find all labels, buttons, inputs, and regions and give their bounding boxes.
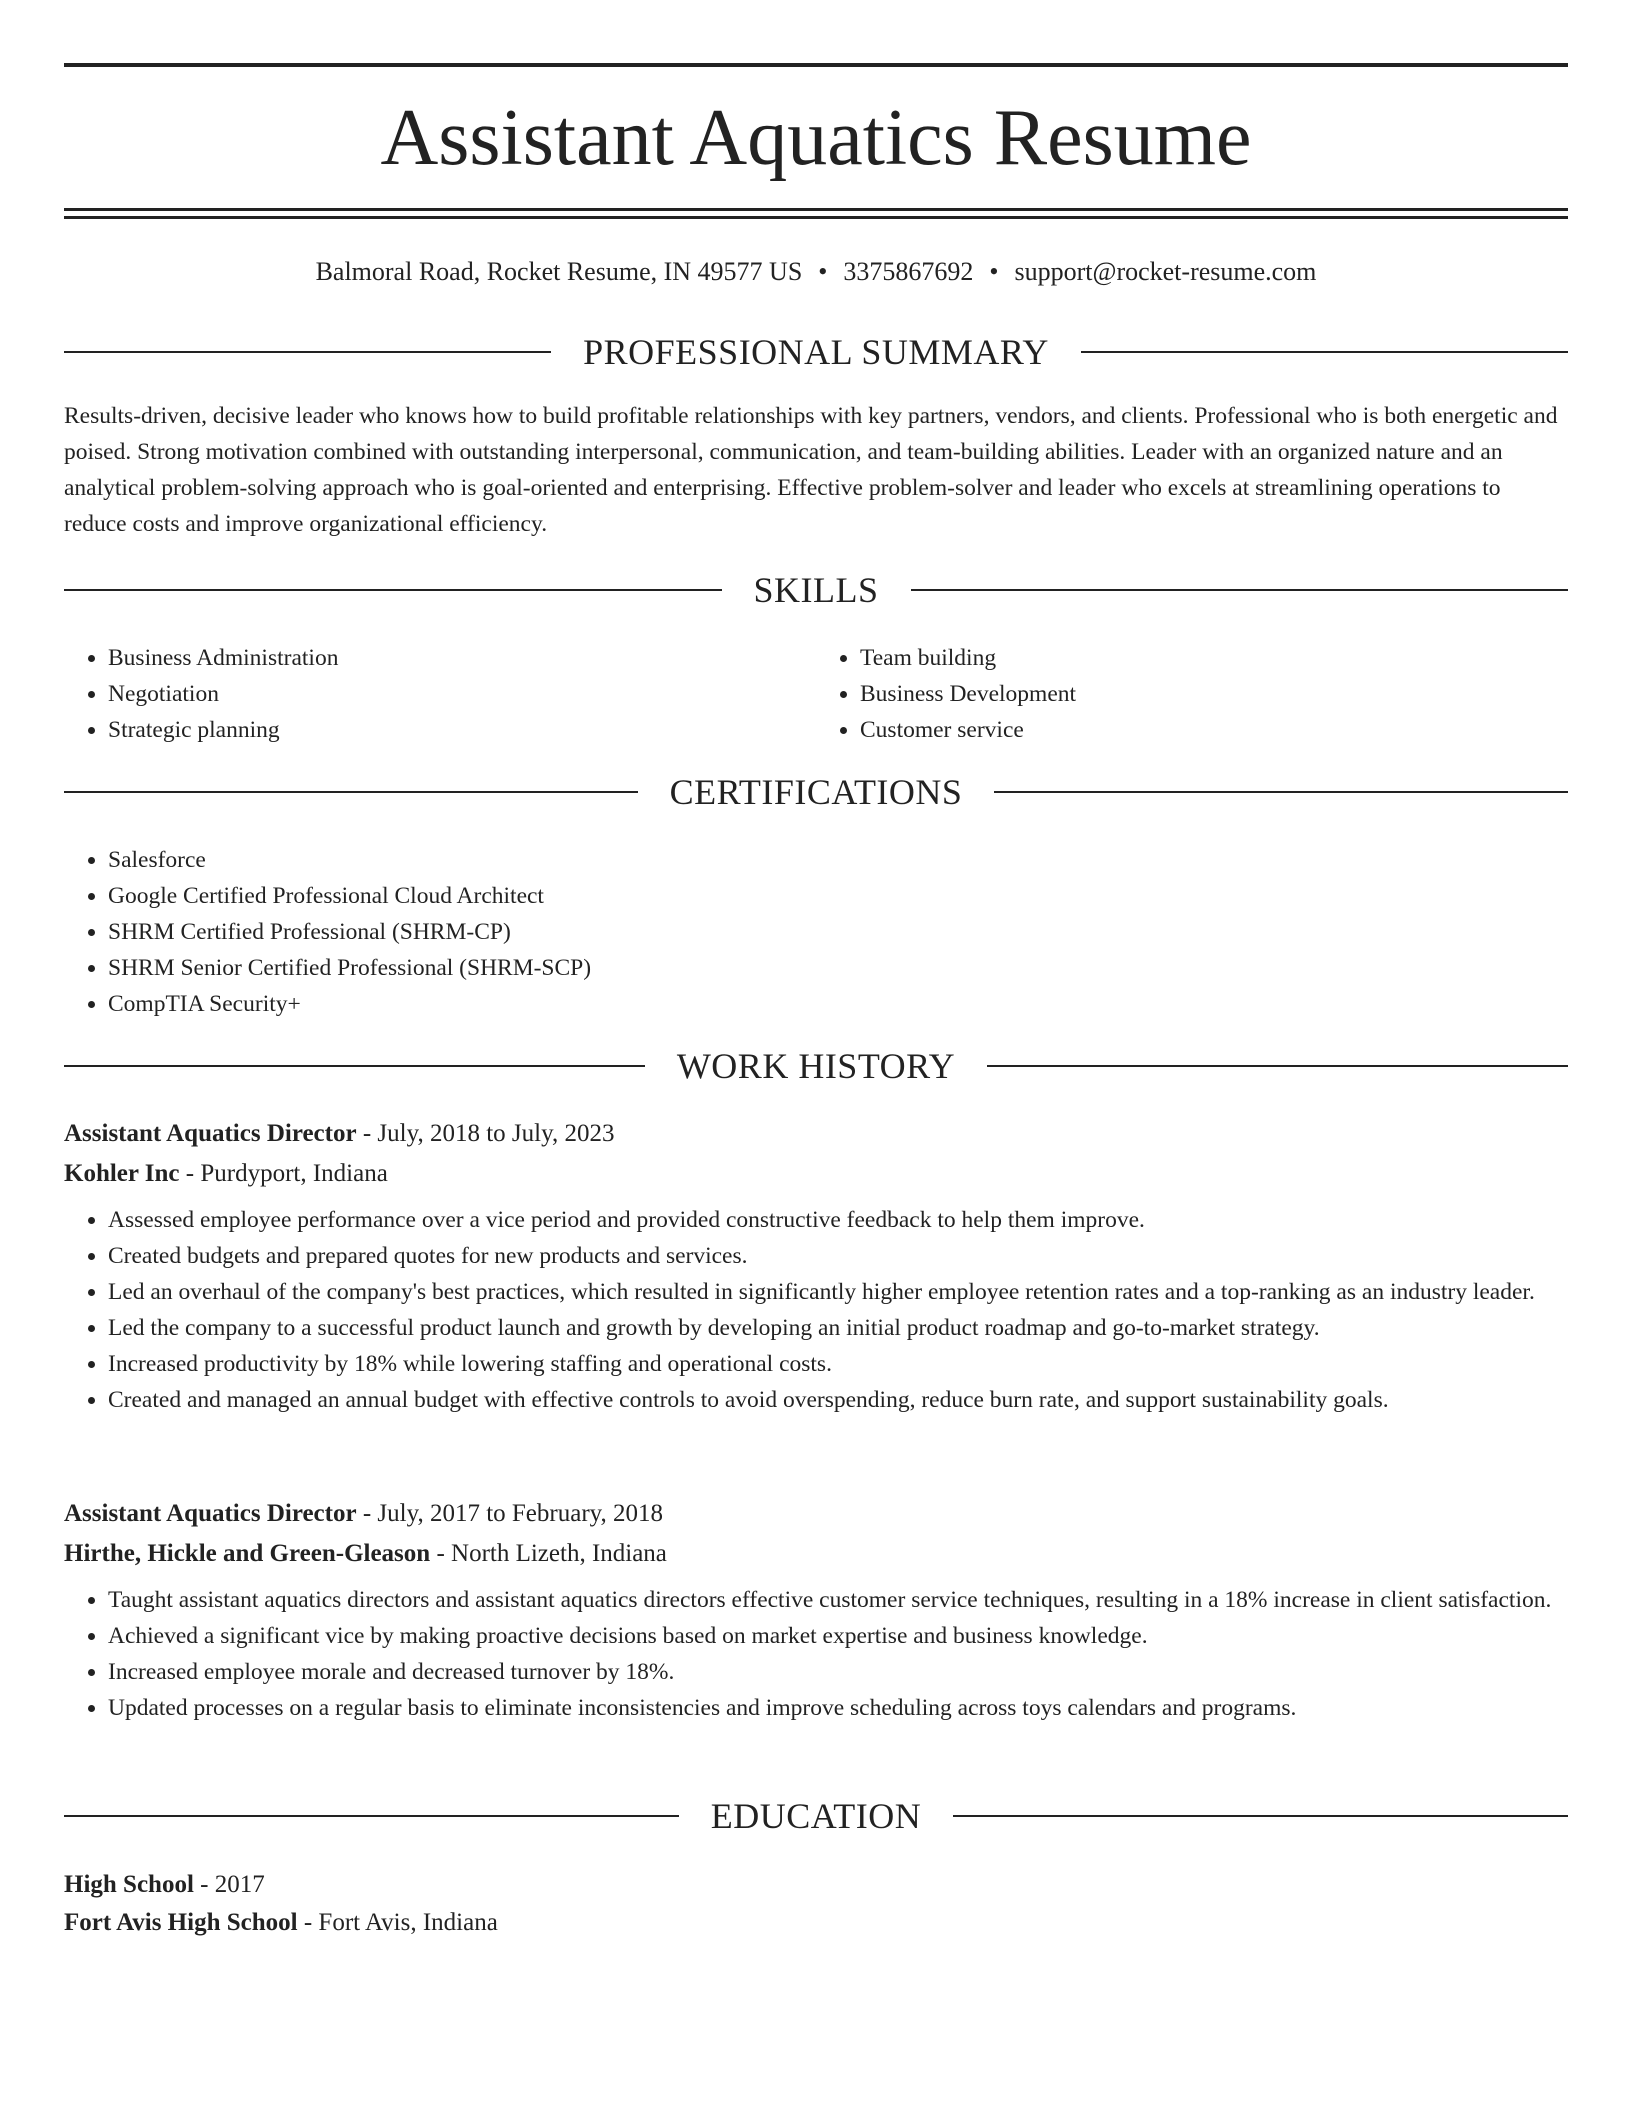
heading-rule-left bbox=[64, 589, 722, 591]
section-heading-work-history bbox=[64, 1046, 1568, 1086]
certification-item: • SHRM Senior Certified Professional (SHRM-SCP) bbox=[108, 950, 1568, 986]
heading-rule-left bbox=[64, 1065, 645, 1067]
skill-item: • Business Administration bbox=[108, 640, 816, 676]
education-school: Fort Avis High School bbox=[64, 1909, 298, 1936]
job-bullet: • Taught assistant aquatics directors and assistant aquatics directors effective customer service techniques, resulting in a 18% increase in client satisfaction. bbox=[108, 1582, 1568, 1618]
education-year: - 2017 bbox=[193, 1871, 265, 1898]
job-bullet: • Created and managed an annual budget with effective controls to avoid overspending, reduce burn rate, and support sustainability goals. bbox=[108, 1382, 1568, 1418]
job-bullet: • Created budgets and prepared quotes for new products and services. bbox=[108, 1238, 1568, 1274]
section-title: WORK HISTORY bbox=[676, 1046, 956, 1086]
section-title: CERTIFICATIONS bbox=[669, 772, 963, 812]
job-dates: - July, 2018 to July, 2023 bbox=[356, 1120, 615, 1147]
section-heading-skills bbox=[64, 570, 1568, 610]
certifications-list bbox=[64, 842, 1568, 1022]
certification-item: • CompTIA Security+ bbox=[108, 986, 1568, 1022]
education-degree-line bbox=[64, 1866, 1568, 1904]
job-bullet: • Increased productivity by 18% while lowering staffing and operational costs. bbox=[108, 1346, 1568, 1382]
education-entry bbox=[64, 1866, 1568, 1942]
job-company-line bbox=[64, 1154, 1568, 1194]
skills-column-left bbox=[64, 640, 816, 748]
contact-email: support@rocket-resume.com bbox=[1014, 257, 1317, 286]
contact-separator: • bbox=[989, 257, 999, 286]
certification-item: • Salesforce bbox=[108, 842, 1568, 878]
job-bullets bbox=[64, 1202, 1568, 1418]
section-title: SKILLS bbox=[753, 570, 879, 610]
section-heading-summary bbox=[64, 332, 1568, 372]
job-company: Kohler Inc bbox=[64, 1160, 180, 1187]
job-bullet: • Updated processes on a regular basis to eliminate inconsistencies and improve scheduling across toys calendars and programs. bbox=[108, 1690, 1568, 1726]
job-bullet: • Increased employee morale and decreased turnover by 18%. bbox=[108, 1654, 1568, 1690]
section-heading-certifications bbox=[64, 772, 1568, 812]
heading-rule-right bbox=[1081, 351, 1568, 353]
summary-text: Results-driven, decisive leader who knows how to build profitable relationships with key partners, vendors, and clients. Professional who is both energetic and poised. Strong motivation combined with outstanding interpersonal, communication, and team-building abilities. Leader with an organized nature and an analytical problem-solving approach who is goal-oriented and enterprising. Effective problem-solver and leader who excels at streamlining operations to reduce costs and improve organizational efficiency. bbox=[64, 403, 1558, 537]
heading-rule-left bbox=[64, 791, 638, 793]
heading-rule-left bbox=[64, 1815, 679, 1817]
job-bullet: • Led the company to a successful product launch and growth by developing an initial product roadmap and go-to-market strategy. bbox=[108, 1310, 1568, 1346]
job-title-line bbox=[64, 1494, 1568, 1534]
section-title: PROFESSIONAL SUMMARY bbox=[583, 332, 1049, 372]
job-entry bbox=[64, 1114, 1568, 1418]
section-heading-education bbox=[64, 1796, 1568, 1836]
education-school-line bbox=[64, 1904, 1568, 1942]
job-bullets bbox=[64, 1582, 1568, 1726]
certification-item: • Google Certified Professional Cloud Architect bbox=[108, 878, 1568, 914]
certification-item: • SHRM Certified Professional (SHRM-CP) bbox=[108, 914, 1568, 950]
education-degree: High School bbox=[64, 1871, 194, 1898]
skill-item: • Negotiation bbox=[108, 676, 816, 712]
heading-rule-right bbox=[953, 1815, 1568, 1817]
title-rule-upper bbox=[64, 208, 1568, 211]
job-company-line bbox=[64, 1534, 1568, 1574]
contact-phone: 3375867692 bbox=[843, 257, 974, 286]
skill-item: • Business Development bbox=[860, 676, 1568, 712]
job-bullet: • Led an overhaul of the company's best practices, which resulted in significantly higher employee retention rates and a top-ranking as an industry leader. bbox=[108, 1274, 1568, 1310]
skills-column-right bbox=[816, 640, 1568, 748]
job-bullet: • Achieved a significant vice by making proactive decisions based on market expertise and business knowledge. bbox=[108, 1618, 1568, 1654]
heading-rule-right bbox=[987, 1065, 1568, 1067]
contact-separator: • bbox=[818, 257, 828, 286]
skill-item: • Strategic planning bbox=[108, 712, 816, 748]
job-title: Assistant Aquatics Director bbox=[64, 1500, 357, 1527]
education-location: - Fort Avis, Indiana bbox=[297, 1909, 498, 1936]
job-location: - North Lizeth, Indiana bbox=[430, 1540, 667, 1567]
skill-item: • Team building bbox=[860, 640, 1568, 676]
title-rule-lower bbox=[64, 216, 1568, 219]
section-title: EDUCATION bbox=[710, 1796, 922, 1836]
resume-title: Assistant Aquatics Resume bbox=[380, 94, 1252, 182]
top-rule bbox=[64, 63, 1568, 67]
job-entry bbox=[64, 1494, 1568, 1726]
heading-rule-right bbox=[994, 791, 1568, 793]
job-dates: - July, 2017 to February, 2018 bbox=[356, 1500, 664, 1527]
heading-rule-right bbox=[911, 589, 1569, 591]
job-location: - Purdyport, Indiana bbox=[179, 1160, 388, 1187]
job-bullet: • Assessed employee performance over a vice period and provided constructive feedback to help them improve. bbox=[108, 1202, 1568, 1238]
skill-item: • Customer service bbox=[860, 712, 1568, 748]
skills-list bbox=[64, 640, 1568, 748]
job-title-line bbox=[64, 1114, 1568, 1154]
contact-address: Balmoral Road, Rocket Resume, IN 49577 US bbox=[315, 257, 803, 286]
heading-rule-left bbox=[64, 351, 551, 353]
contact-line bbox=[64, 254, 1568, 290]
job-title: Assistant Aquatics Director bbox=[64, 1120, 357, 1147]
certifications-bullets bbox=[64, 842, 1568, 1022]
job-company: Hirthe, Hickle and Green-Gleason bbox=[64, 1540, 431, 1567]
